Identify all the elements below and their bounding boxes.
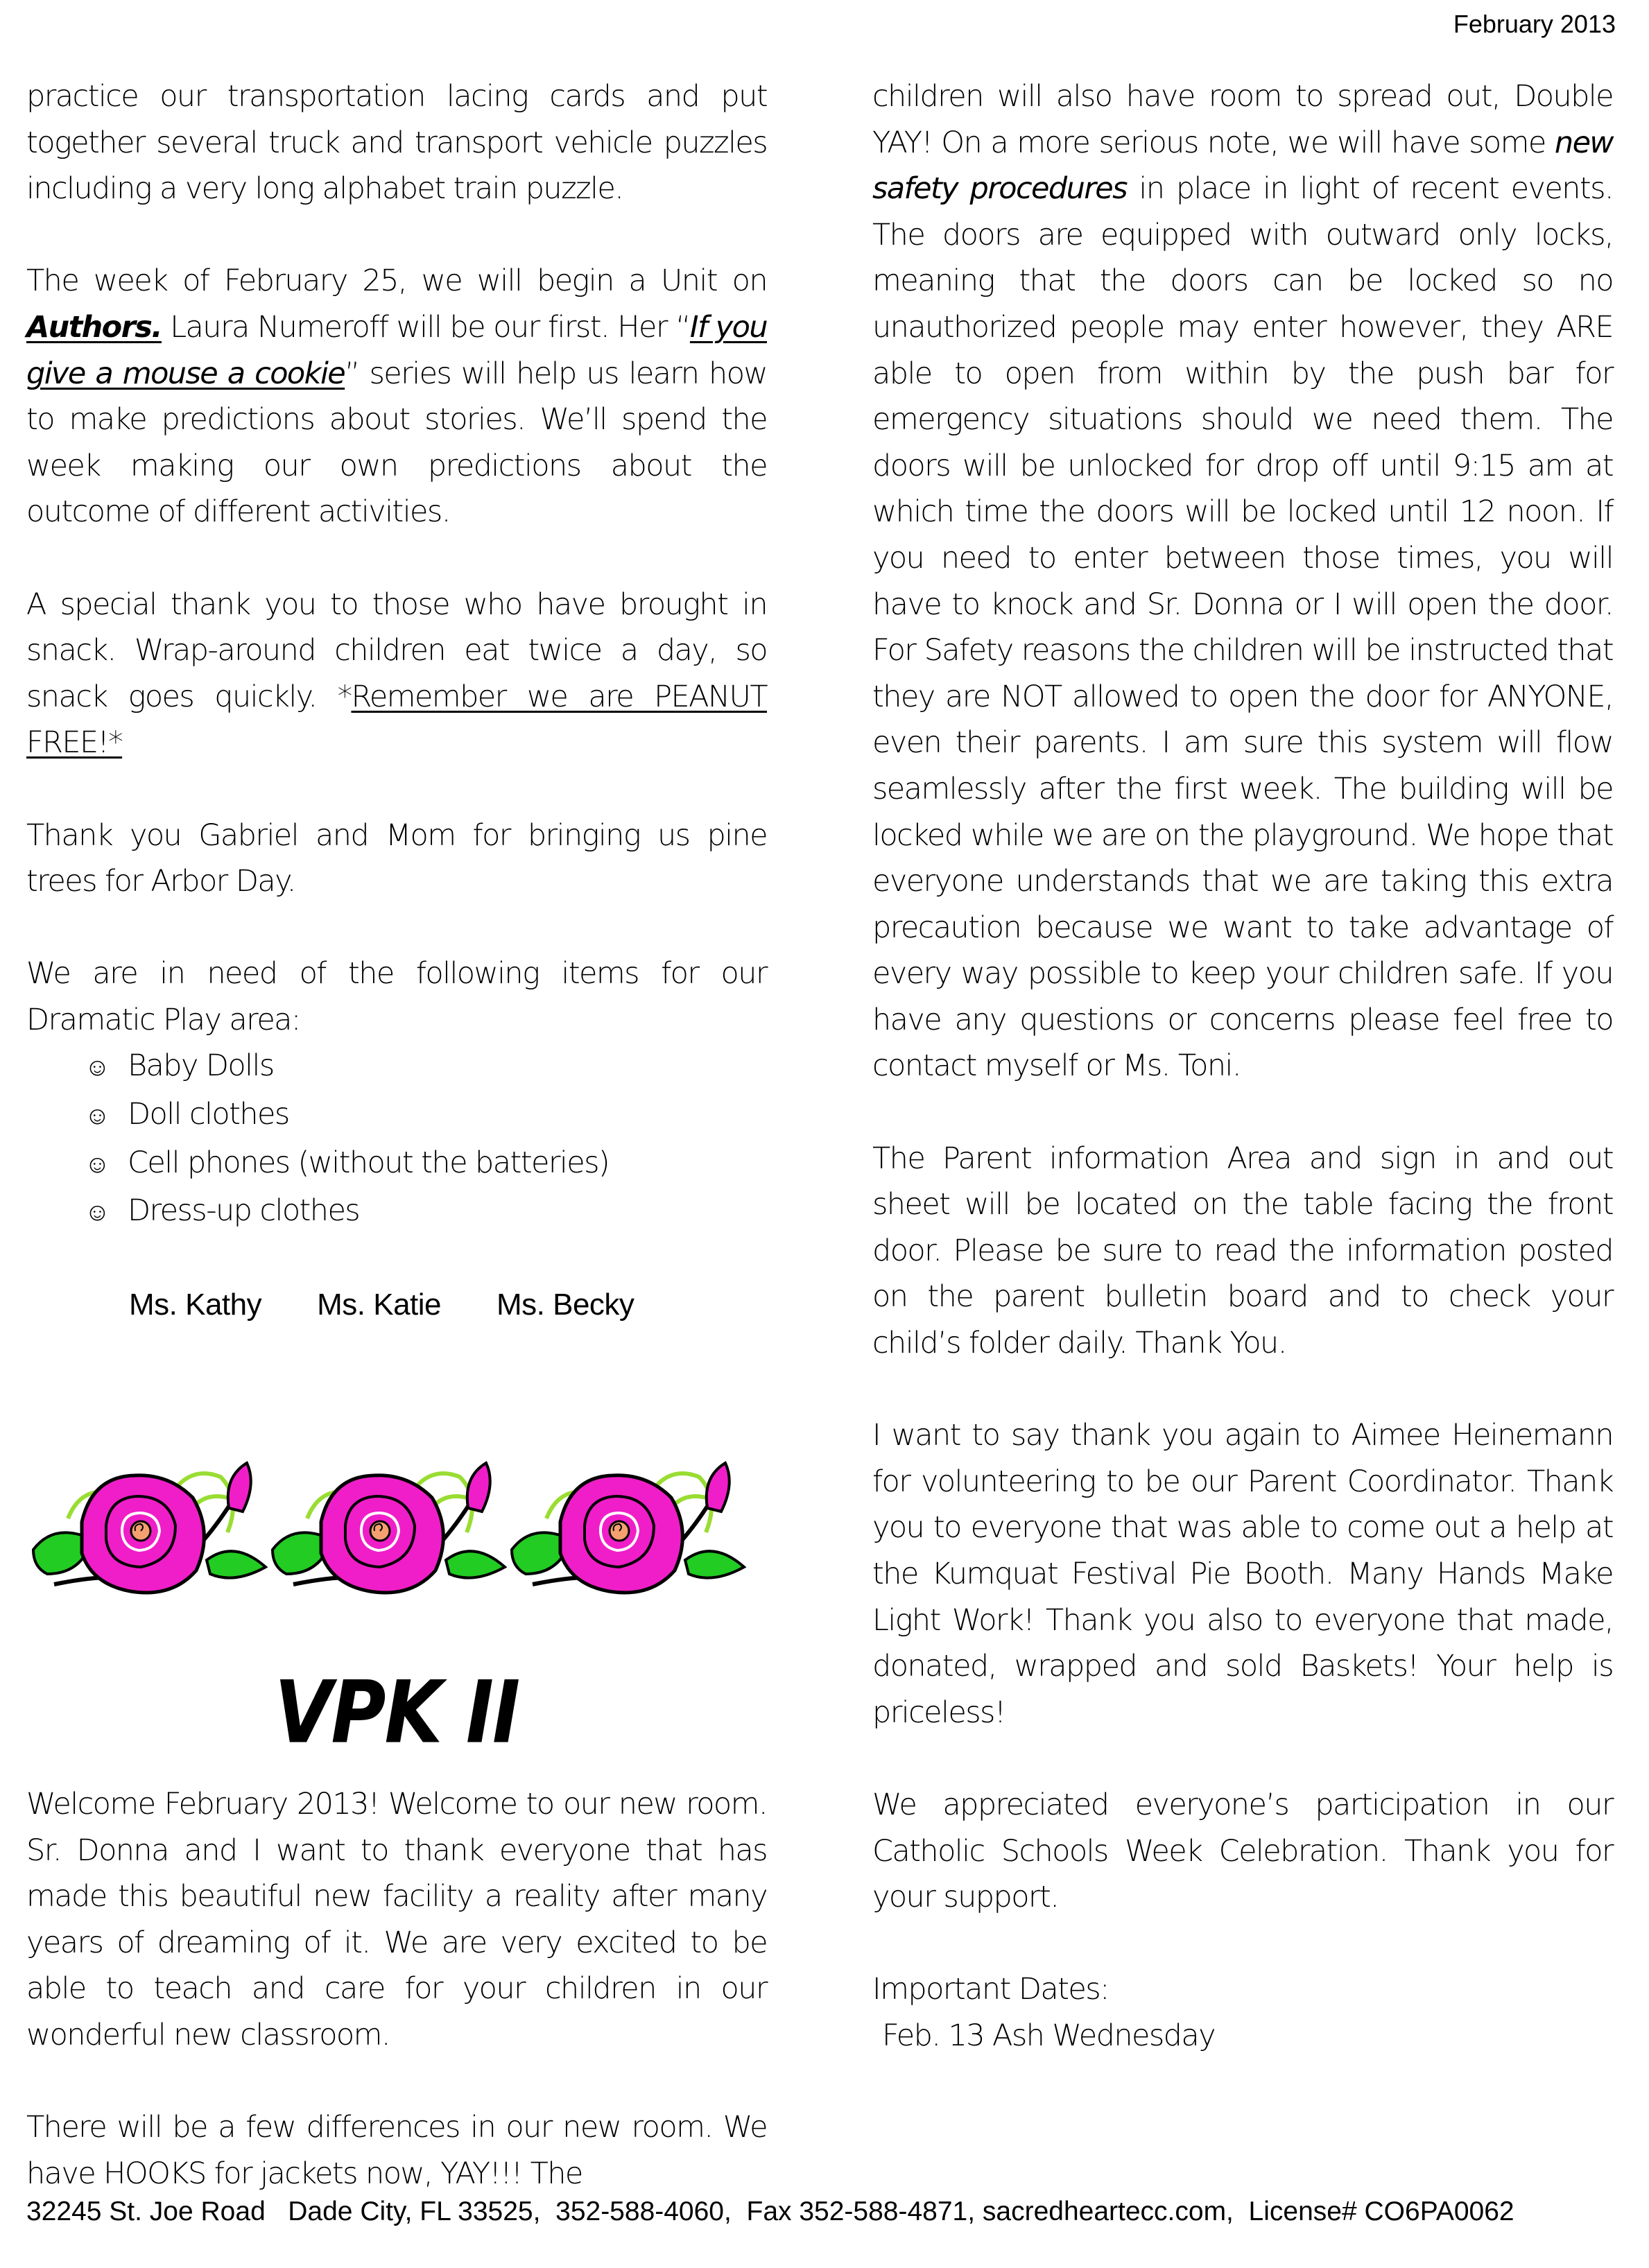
safety-procedures-emphasis: new safety procedures [872,125,1613,207]
smiley-icon: ☺ [85,1053,110,1082]
newsletter-date: February 2013 [1453,10,1616,38]
list-item [85,1188,767,1236]
transportation-paragraph: practice our transportation lacing cards and put together several truck and transport vehicle puzzles including a very long alphabet train puzzle. [26,79,767,207]
peanut-free-notice: Remember we are PEANUT FREE!* [26,679,767,761]
snack-text: A special thank you to those who have brought in snack. Wrap-around children eat twice a day, so snack goes quickly. * [26,587,767,714]
list-item-label: Dress-up clothes [128,1193,360,1229]
list-item [85,1140,767,1188]
safety-paragraph [872,73,1613,1089]
thank-you-paragraph: I want to say thank you again to Aimee Heinemann for volunteering to be our Parent Coordinator. Thank you to everyone that was able to come out a help at the Kumquat Festival Pie Booth. Many Hands Make Light Work! Thank you also to everyone that made, donated, wrapped and sold Baskets! Your help is priceless! [872,1418,1613,1730]
teacher-signatures [26,1282,767,1328]
list-item-label: Cell phones (without the batteries) [128,1145,610,1180]
rose-1 [33,1463,266,1593]
safety-tail-text: in place in light of recent events. The doors are equipped with outward only locks, meaning that the doors can be locked so no unauthorized people may enter however, they ARE able to open from within by the push bar for emergency situations should we need them. The doors will be unlocked for drop off until 9:15 am at which time the doors will be locked until 12 noon. If you need to enter between those times, you will have to knock and Sr. Donna or I will open the door. For Safety reasons the children will be instructed that they are NOT allowed to open the door for ANYONE, even their parents. I am sure this system will flow seamlessly after the first week. The building will be locked while we are on the playground. We hope that everyone understands that we are taking this extra precaution because we want to take advantage of every way possible to keep your children safe. If you have any questions or concerns please feel free to contact myself or Ms. Toni. [872,171,1613,1084]
section-title: VPK II [274,1663,519,1763]
rose-2 [273,1463,505,1593]
signature-becky: Ms. Becky [497,1288,634,1322]
authors-lead-text: The week of February 25, we will begin a Unit on [26,263,767,299]
arbor-day-paragraph: Thank you Gabriel and Mom for bringing us pine trees for Arbor Day. [26,817,767,899]
smiley-icon: ☺ [85,1150,110,1179]
rose-3 [512,1463,744,1593]
smiley-icon: ☺ [85,1102,110,1131]
authors-mid-text: Laura Numeroff will be our first. Her “ [161,309,690,345]
new-room-paragraph: There will be a few differences in our new room. We have HOOKS for jackets now, YAY!!! The [26,2110,767,2191]
signature-kathy: Ms. Kathy [129,1288,262,1322]
smiley-icon: ☺ [85,1198,110,1227]
needs-list [26,1043,767,1236]
authors-tail-text: ” series will help us learn how to make predictions about stories. We’ll spend the week making our own predictions about the outcome of different activities. [26,356,767,530]
signature-katie: Ms. Katie [317,1288,442,1322]
right-column [872,73,1613,2059]
vpk-section [26,1781,767,2197]
list-item [85,1091,767,1140]
list-item-label: Doll clothes [128,1097,289,1132]
catholic-schools-week-paragraph: We appreciated everyone’s participation in our Catholic Schools Week Celebration. Thank you for your support. [872,1787,1613,1915]
authors-emphasis: Authors. [26,309,162,345]
important-dates-heading: Important Dates: [872,1972,1109,2007]
snack-paragraph [26,582,767,766]
left-column [26,73,767,1328]
safety-lead-text: children will also have room to spread out, Double YAY! On a more serious note, we will have some [872,79,1613,160]
needs-intro: We are in need of the following items for our Dramatic Play area: [26,956,767,1037]
list-item [85,1043,767,1091]
important-date-item: Feb. 13 Ash Wednesday [882,2018,1215,2053]
list-item-label: Baby Dolls [128,1048,274,1084]
authors-unit-paragraph [26,258,767,535]
welcome-paragraph: Welcome February 2013! Welcome to our new room. Sr. Donna and I want to thank everyone that has made this beautiful new facility a reality after many years of dreaming of it. We are very excited to be able to teach and care for your children in our wonderful new classroom. [26,1787,767,2052]
footer-contact: 32245 St. Joe Road Dade City, FL 33525, 352-588-4060, Fax 352-588-4871, sacredheartecc.com, License# CO6PA0062 [26,2197,1514,2226]
rose-border-icon [26,1456,767,1595]
book-title: If you give a mouse a cookie [26,309,767,391]
parent-info-paragraph: The Parent information Area and sign in and out sheet will be located on the table facing the front door. Please be sure to read the information posted on the parent bulletin board and to check your child’s folder daily. Thank You. [872,1141,1613,1361]
